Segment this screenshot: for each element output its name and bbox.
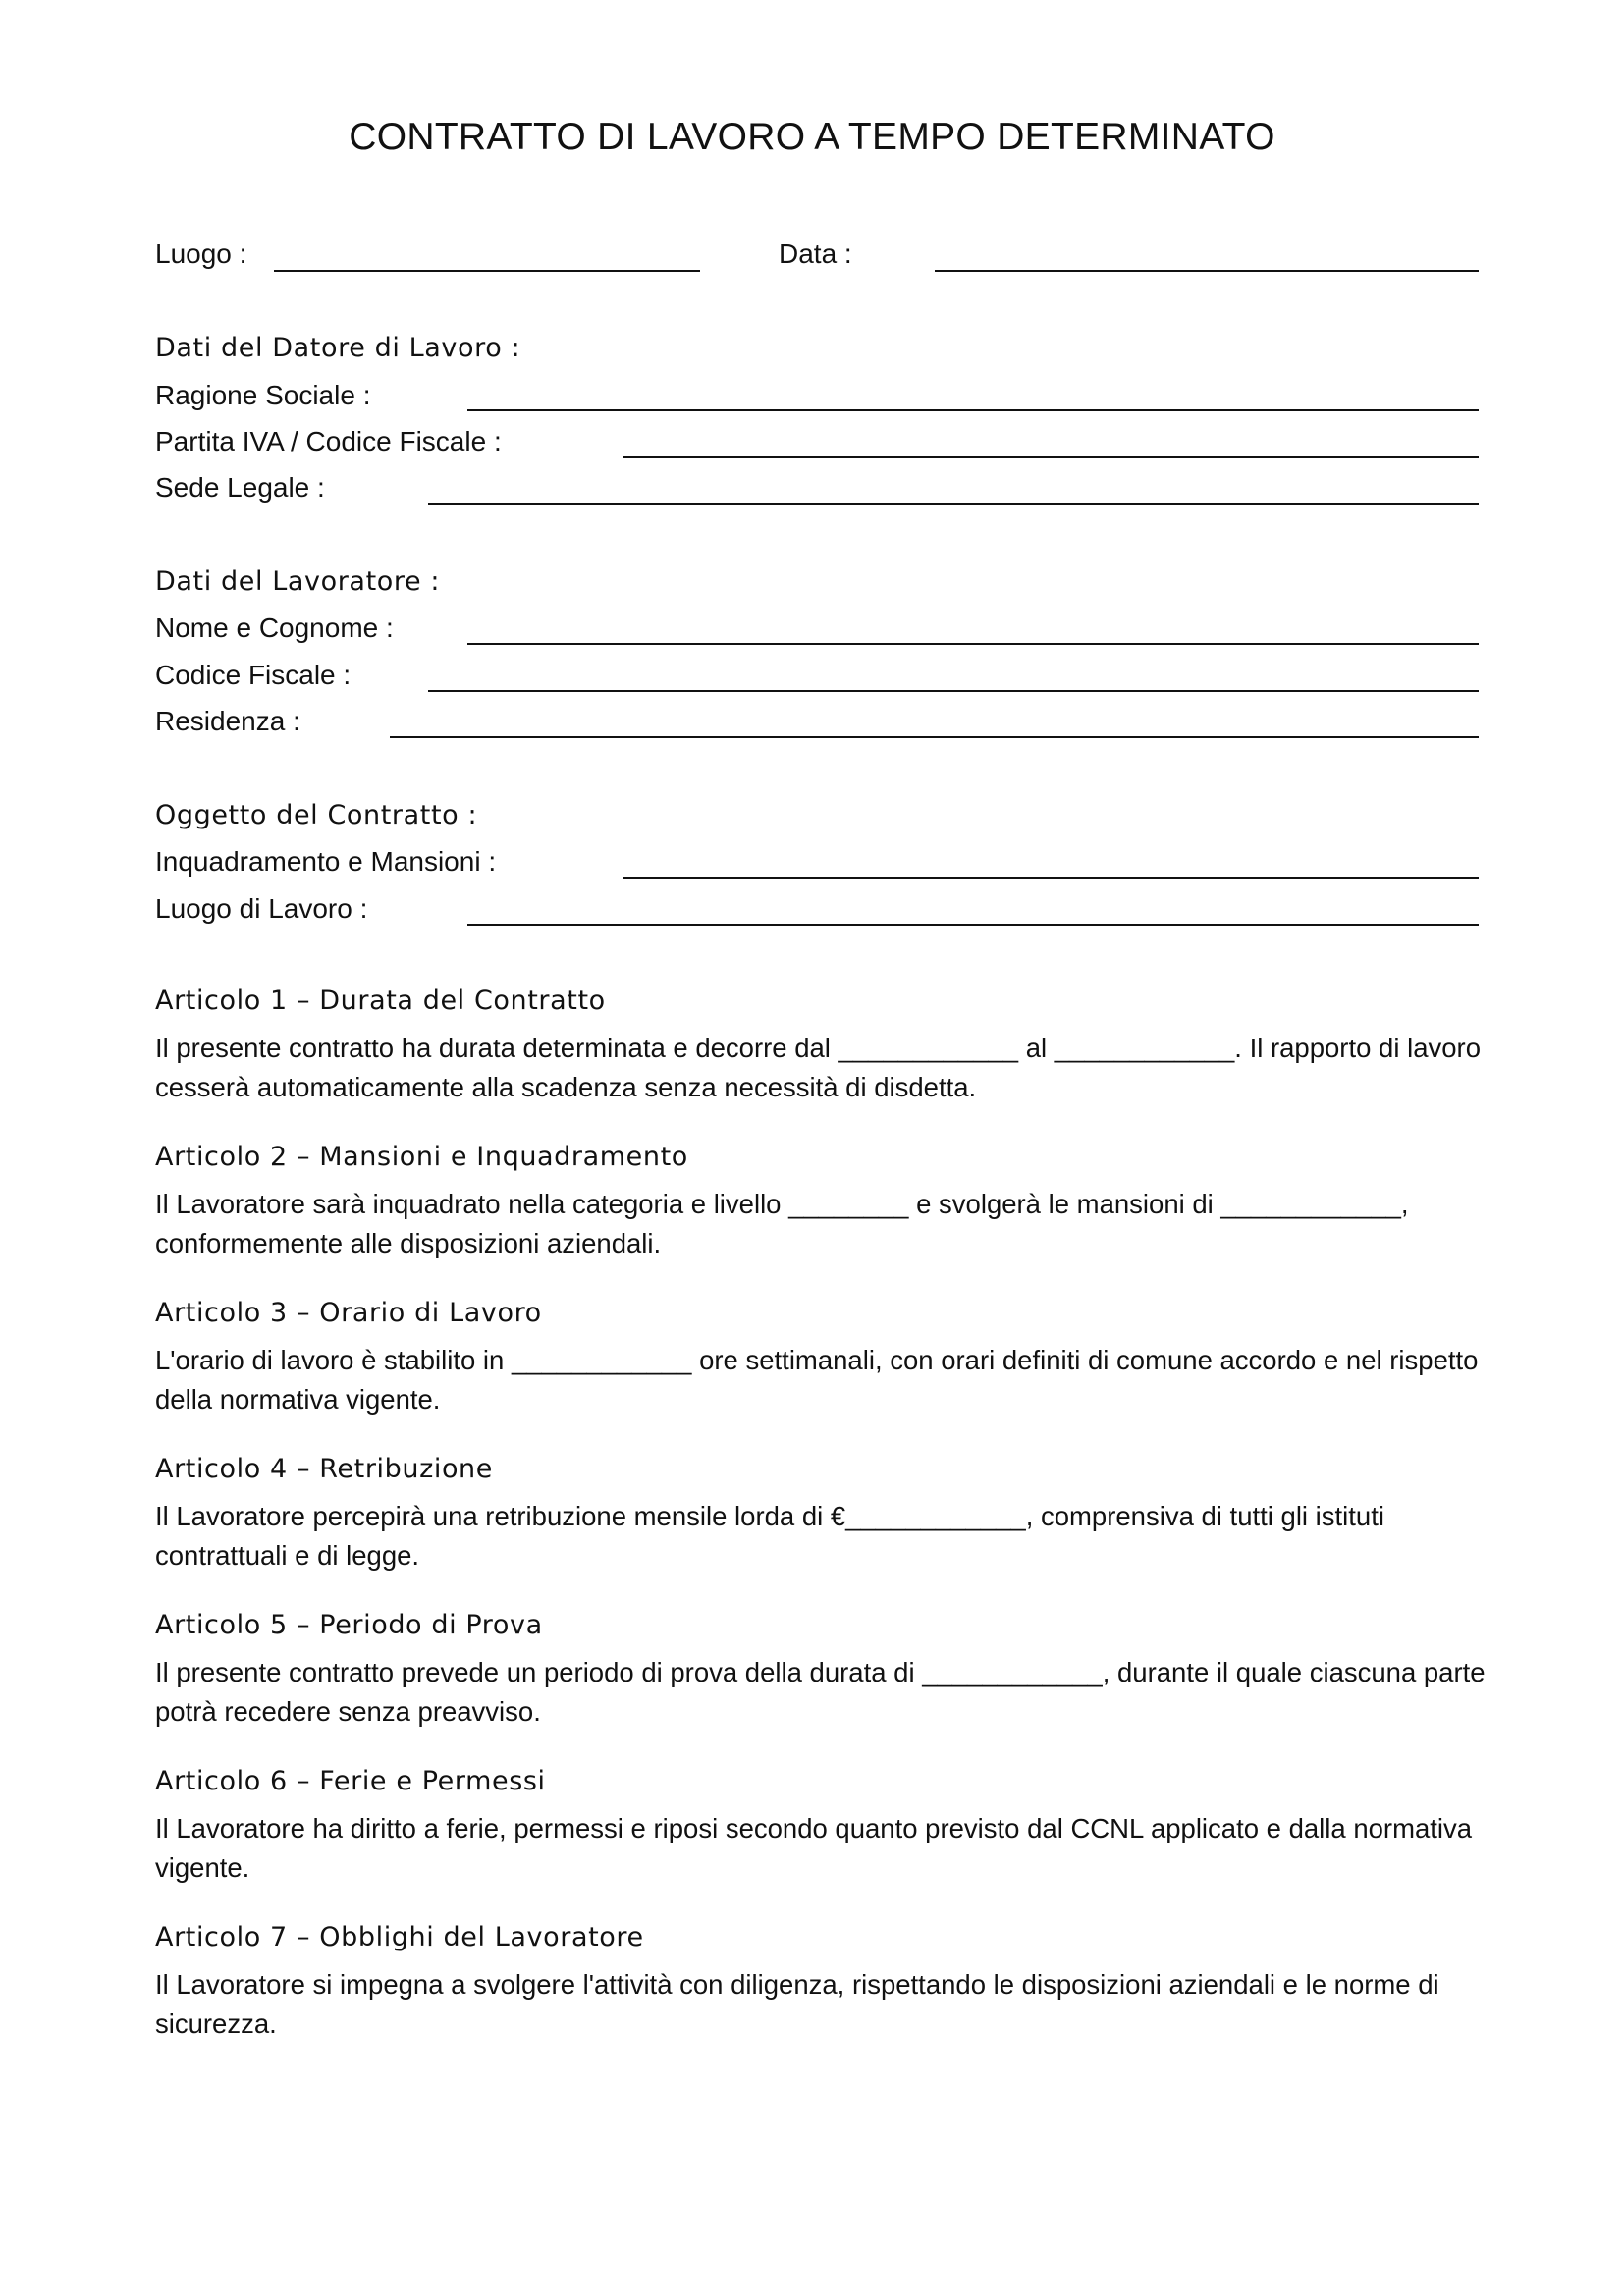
article-body: Il Lavoratore percepirà una retribuzione mensile lorda di €____________, comprensiva di tutti gli istituti contrattuali e di legge. [155, 1501, 1384, 1571]
luogo-lavoro-label: Luogo di Lavoro : [155, 893, 368, 924]
document-title: CONTRATTO DI LAVORO A TEMPO DETERMINATO [349, 116, 1275, 158]
residenza-label: Residenza : [155, 706, 300, 736]
partita-iva-label: Partita IVA / Codice Fiscale : [155, 426, 502, 456]
nome-cognome-field[interactable] [467, 643, 1479, 645]
lavoratore-heading: Dati del Lavoratore : [155, 566, 441, 597]
sede-legale-label: Sede Legale : [155, 472, 325, 503]
article-body: Il presente contratto ha durata determinata e decorre dal ____________ al ____________. Il rapporto di lavoro cesserà automaticamente alla scadenza senza necessità di disdetta. [155, 1033, 1481, 1102]
article-title: Articolo 5 – Periodo di Prova [155, 1610, 543, 1640]
datore-heading: Dati del Datore di Lavoro : [155, 333, 521, 363]
nome-cognome-label: Nome e Cognome : [155, 613, 394, 643]
article-body: Il Lavoratore sarà inquadrato nella categoria e livello ________ e svolgerà le mansioni di ____________, conformemente alle disposizioni aziendali. [155, 1189, 1409, 1258]
data-field[interactable] [935, 270, 1479, 272]
sede-legale-field[interactable] [428, 503, 1479, 505]
luogo-field[interactable] [274, 270, 700, 272]
data-label: Data : [779, 239, 852, 269]
codice-fiscale-label: Codice Fiscale : [155, 660, 352, 690]
article-body: Il Lavoratore ha diritto a ferie, permessi e riposi secondo quanto previsto dal CCNL applicato e dalla normativa vigente. [155, 1813, 1473, 1883]
partita-iva-field[interactable] [623, 456, 1479, 458]
article-title: Articolo 6 – Ferie e Permessi [155, 1766, 546, 1796]
ragione-sociale-label: Ragione Sociale : [155, 380, 371, 410]
oggetto-heading: Oggetto del Contratto : [155, 800, 478, 830]
residenza-field[interactable] [390, 736, 1479, 738]
luogo-lavoro-field[interactable] [467, 924, 1479, 926]
luogo-label: Luogo : [155, 239, 247, 269]
article-body: L'orario di lavoro è stabilito in ____________ ore settimanali, con orari definiti di comune accordo e nel rispetto della normativa vigente. [155, 1345, 1479, 1415]
inquadramento-field[interactable] [623, 877, 1479, 879]
inquadramento-label: Inquadramento e Mansioni : [155, 846, 497, 877]
article-title: Articolo 4 – Retribuzione [155, 1454, 493, 1484]
codice-fiscale-field[interactable] [428, 690, 1479, 692]
article-body: Il Lavoratore si impegna a svolgere l'attività con diligenza, rispettando le disposizioni aziendali e le norme di sicurezza. [155, 1969, 1439, 2039]
article-body: Il presente contratto prevede un periodo di prova della durata di ____________, durante il quale ciascuna parte potrà recedere senza preavviso. [155, 1657, 1486, 1727]
article-title: Articolo 3 – Orario di Lavoro [155, 1298, 542, 1328]
ragione-sociale-field[interactable] [467, 409, 1479, 411]
article-title: Articolo 1 – Durata del Contratto [155, 986, 606, 1016]
article-title: Articolo 7 – Obblighi del Lavoratore [155, 1922, 644, 1952]
article-title: Articolo 2 – Mansioni e Inquadramento [155, 1142, 688, 1172]
